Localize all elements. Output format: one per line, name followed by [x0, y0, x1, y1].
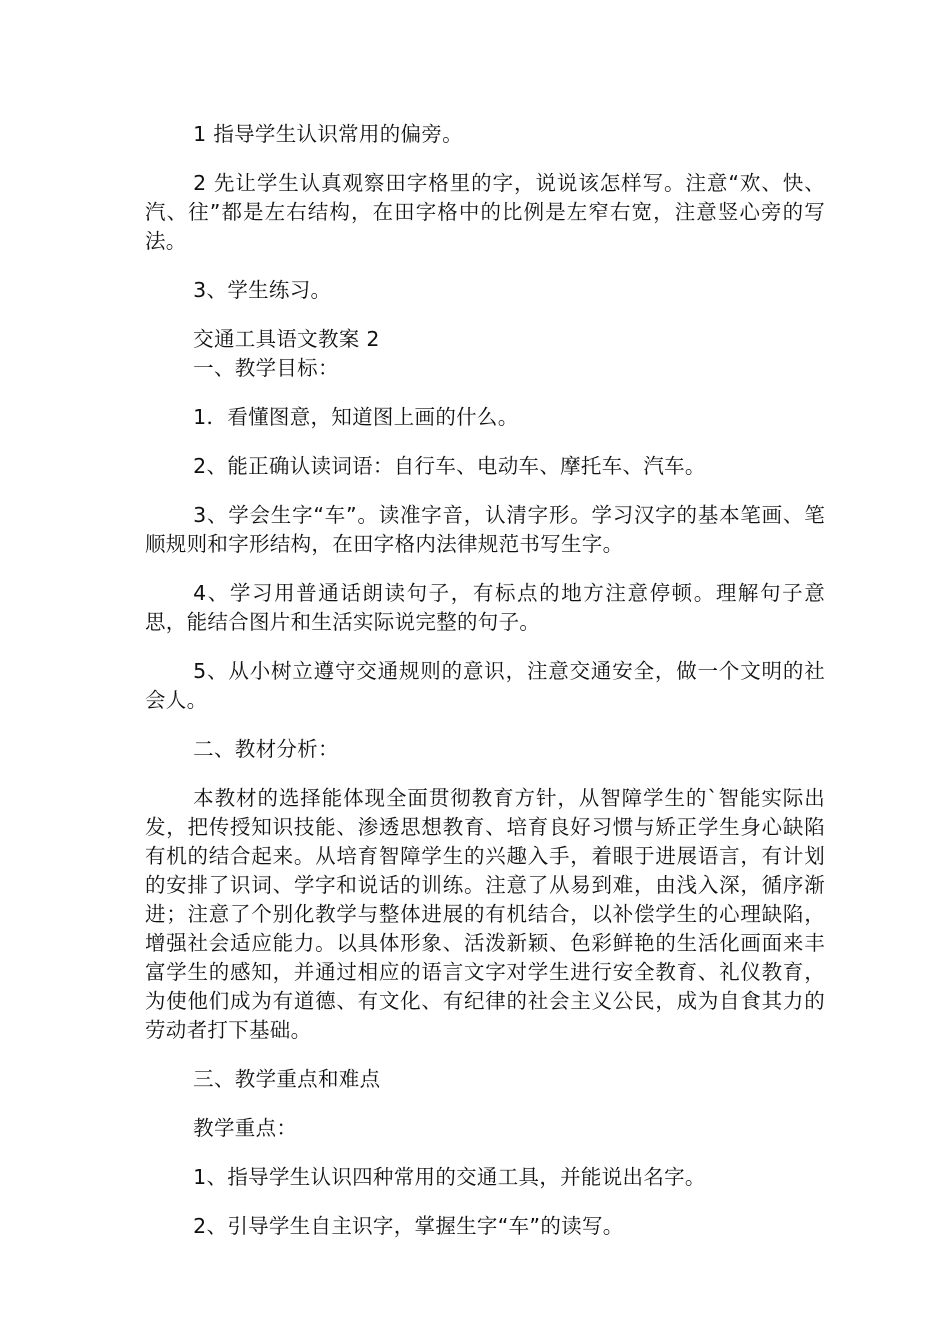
goal-item-2: 2、能正确认读词语：自行车、电动车、摩托车、汽车。 — [193, 454, 706, 478]
goal-item-5: 5、从小树立遵守交通规则的意识，注意交通安全，做一个文明的社会人。 — [145, 659, 825, 712]
focus-item-2: 2、引导学生自主识字，掌握生字“车”的读写。 — [193, 1214, 624, 1238]
section-title-lesson-plan-2: 交通工具语文教案 2 — [193, 327, 380, 351]
paragraph-practice: 3、学生练习。 — [193, 278, 332, 302]
paragraph-observe-grid: 2 先让学生认真观察田字格里的字，说说该怎样写。注意“欢、快、汽、往”都是左右结构，在田字格中的比例是左窄右宽，注意竖心旁的写法。 — [145, 171, 825, 253]
heading-key-points: 三、教学重点和难点 — [193, 1067, 381, 1091]
paragraph-radical-guidance: 1 指导学生认识常用的偏旁。 — [193, 122, 463, 146]
goal-item-4: 4、学习用普通话朗读句子，有标点的地方注意停顿。理解句子意思，能结合图片和生活实际说完整的句子。 — [145, 581, 825, 634]
focus-item-1: 1、指导学生认识四种常用的交通工具，并能说出名字。 — [193, 1165, 706, 1189]
paragraph-material-analysis: 本教材的选择能体现全面贯彻教育方针，从智障学生的`智能实际出发，把传授知识技能、渗透思想教育、培育良好习惯与矫正学生身心缺陷有机的结合起来。从培育智障学生的兴趣入手，着眼于进展语言，有计划的安排了识词、学字和说话的训练。注意了从易到难，由浅入深，循序渐进；注意了个别化教学与整体进展的有机结合，以补偿学生的心理缺陷，增强社会适应能力。以具体形象、活泼新颖、色彩鲜艳的生活化画面来丰富学生的感知，并通过相应的语言文字对学生进行安全教育、礼仪教育，为使他们成为有道德、有文化、有纪律的社会主义公民，成为自食其力的劳动者打下基础。 — [145, 786, 825, 1042]
goal-item-1: 1．看懂图意，知道图上画的什么。 — [193, 405, 519, 429]
heading-material-analysis: 二、教材分析： — [193, 737, 339, 761]
subheading-teaching-focus: 教学重点： — [193, 1116, 298, 1140]
heading-teaching-goals: 一、教学目标： — [193, 356, 339, 380]
goal-item-3: 3、学会生字“车”。读准字音，认清字形。学习汉字的基本笔画、笔顺规则和字形结构，在田字格内法律规范书写生字。 — [145, 503, 825, 556]
document-body — [145, 120, 825, 1261]
